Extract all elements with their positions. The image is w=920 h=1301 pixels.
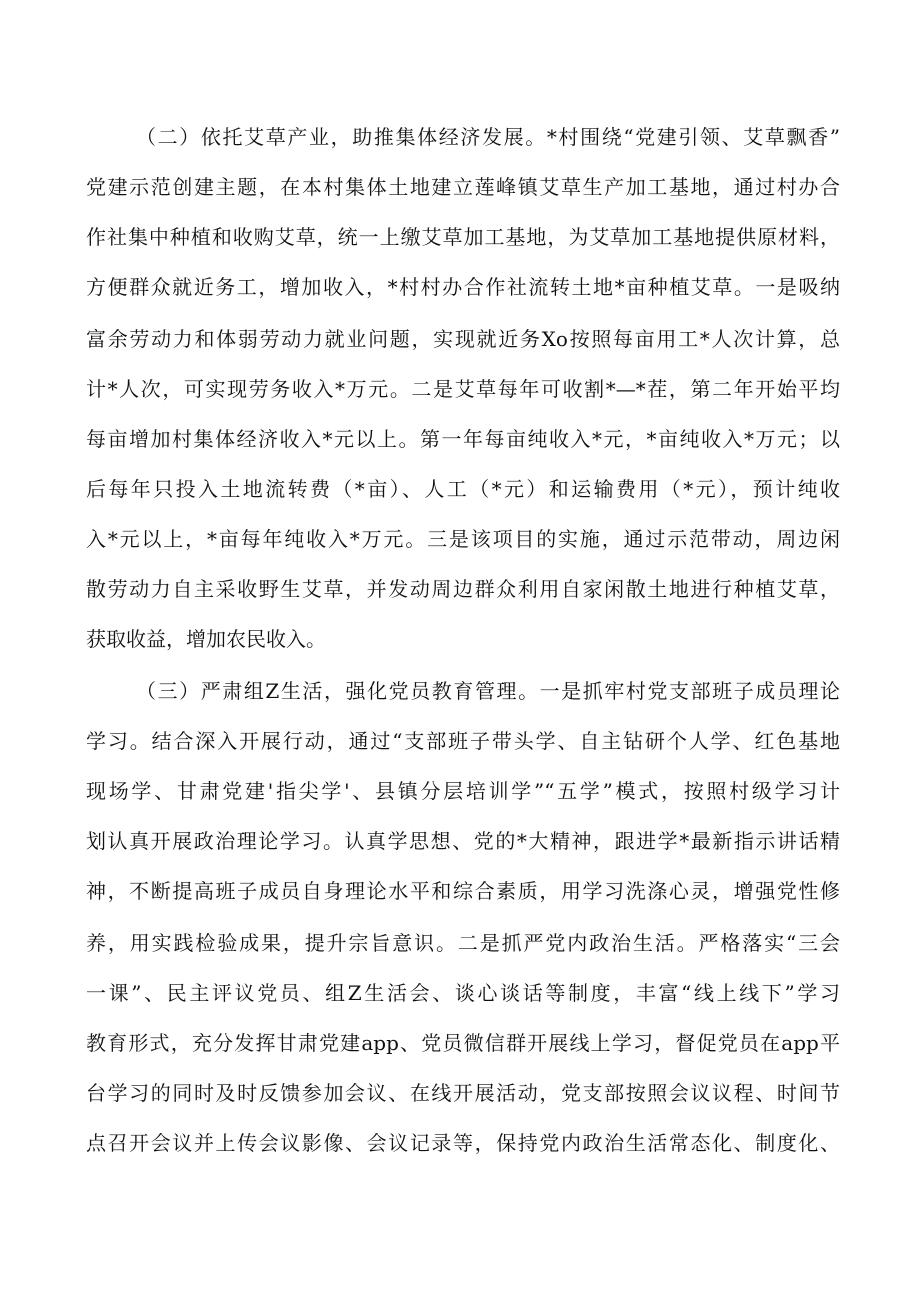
- text-line: 获取收益，增加农民收入。: [86, 627, 326, 651]
- text-line: 后每年只投入土地流转费（*亩）、人工（*元）和运输费用（*元），预计纯收: [86, 477, 840, 501]
- text-line: 学习。结合深入开展行动，通过“支部班子带头学、自主钻研个人学、红色基地: [86, 729, 840, 753]
- text-line: 入*元以上，*亩每年纯收入*万元。三是该项目的实施，通过示范带动，周边闲: [86, 527, 840, 551]
- text-line: （三）严肃组Z生活，强化党员教育管理。一是抓牢村党支部班子成员理论: [136, 679, 840, 703]
- text-line: 现场学、甘肃党建'指尖学'、县镇分层培训学”“五学”模式，按照村级学习计: [86, 779, 840, 803]
- text-line: 散劳动力自主采收野生艾草，并发动周边群众利用自家闲散土地进行种植艾草，: [86, 577, 840, 601]
- text-line: 点召开会议并上传会议影像、会议记录等，保持党内政治生活常态化、制度化、: [86, 1131, 840, 1155]
- text-line: 一课”、民主评议党员、组Z生活会、谈心谈话等制度，丰富“线上线下”学习: [86, 981, 840, 1005]
- text-line: （二）依托艾草产业，助推集体经济发展。*村围绕“党建引领、艾草飘香”: [136, 125, 840, 149]
- text-line: 每亩增加村集体经济收入*元以上。第一年每亩纯收入*元，*亩纯收入*万元；以: [86, 427, 840, 451]
- text-line: 方便群众就近务工，增加收入，*村村办合作社流转土地*亩种植艾草。一是吸纳: [86, 275, 840, 299]
- text-line: 作社集中种植和收购艾草，统一上缴艾草加工基地，为艾草加工基地提供原材料，: [86, 225, 840, 249]
- text-line: 台学习的同时及时反馈参加会议、在线开展活动，党支部按照会议议程、时间节: [86, 1081, 840, 1105]
- text-line: 养，用实践检验成果，提升宗旨意识。二是抓严党内政治生活。严格落实“三会: [86, 931, 840, 955]
- text-line: 教育形式，充分发挥甘肃党建app、党员微信群开展线上学习，督促党员在app平: [86, 1031, 840, 1055]
- text-line: 富余劳动力和体弱劳动力就业问题，实现就近务Xo按照每亩用工*人次计算，总: [86, 327, 840, 351]
- text-line: 计*人次，可实现劳务收入*万元。二是艾草每年可收割*—*茬，第二年开始平均: [86, 377, 840, 401]
- text-line: 党建示范创建主题，在本村集体土地建立莲峰镇艾草生产加工基地，通过村办合: [86, 175, 840, 199]
- text-line: 神，不断提高班子成员自身理论水平和综合素质，用学习洗涤心灵，增强党性修: [86, 879, 840, 903]
- text-line: 划认真开展政治理论学习。认真学思想、党的*大精神，跟进学*最新指示讲话精: [86, 829, 840, 853]
